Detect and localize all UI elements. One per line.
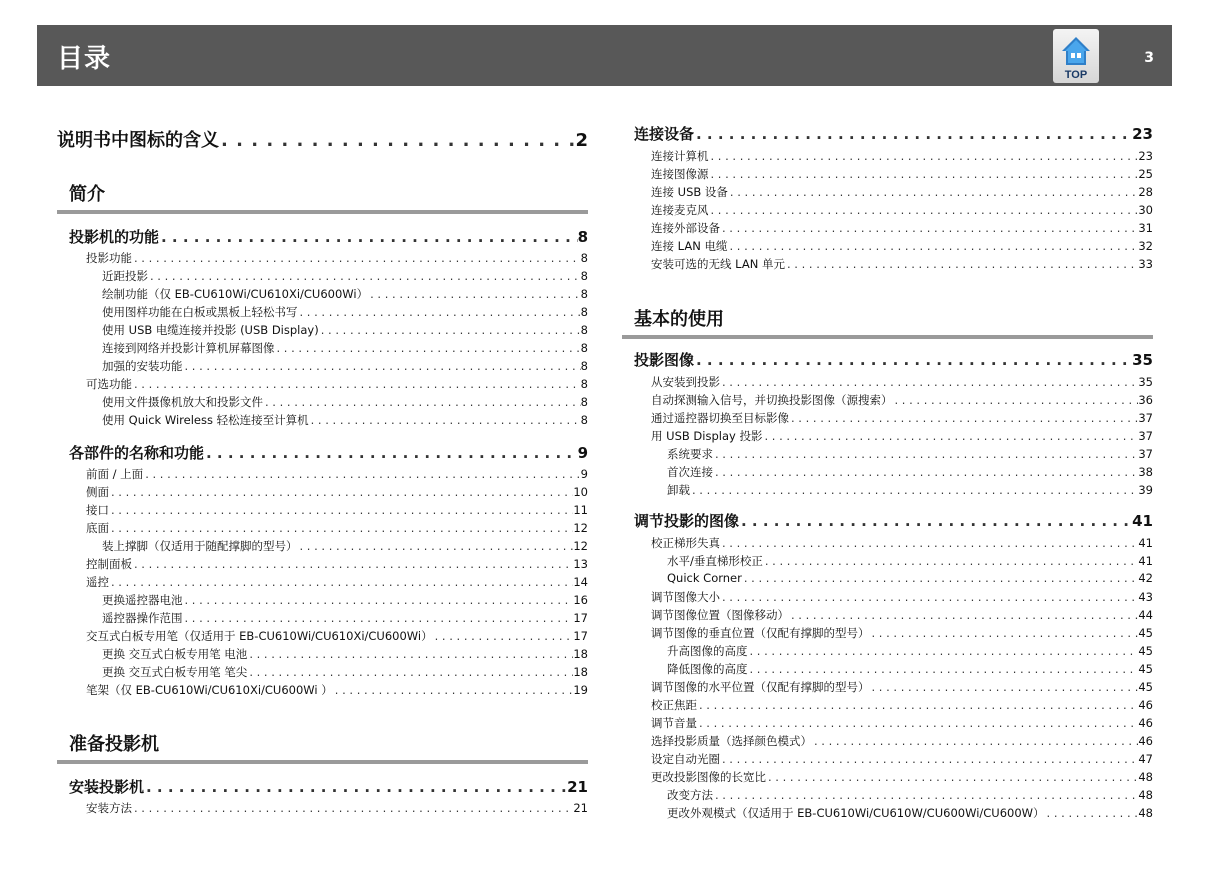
toc-title: 安装投影机 <box>69 778 145 796</box>
toc-page: 21 <box>573 801 588 815</box>
toc-heading-parts[interactable] <box>69 442 588 462</box>
leader-dots <box>132 251 581 265</box>
toc-heading-project[interactable] <box>634 349 1153 369</box>
leader-dots <box>720 590 1138 604</box>
toc-item[interactable] <box>86 556 588 572</box>
toc-title: 控制面板 <box>86 557 132 571</box>
toc-item[interactable] <box>651 410 1153 426</box>
section-basic <box>622 301 1153 339</box>
leader-dots <box>720 221 1138 235</box>
toc-title: 侧面 <box>86 485 109 499</box>
toc-page: 48 <box>1138 806 1153 820</box>
leader-dots <box>159 228 578 246</box>
leader-dots <box>739 512 1132 530</box>
toc-title: 调节图像的水平位置（仅配有撑脚的型号） <box>651 680 870 694</box>
toc-title: 遥控 <box>86 575 109 589</box>
toc-title: 可选功能 <box>86 377 132 391</box>
toc-title: 近距投影 <box>102 269 148 283</box>
toc-item[interactable] <box>86 800 588 816</box>
toc-page: 48 <box>1138 770 1153 784</box>
leader-dots <box>789 411 1138 425</box>
toc-item[interactable] <box>667 553 1153 569</box>
toc-title: 使用图样功能在白板或黑板上轻松书写 <box>102 305 298 319</box>
toc-title: 通过遥控器切换至目标影像 <box>651 411 789 425</box>
toc-title: 前面 / 上面 <box>86 467 144 481</box>
leader-dots <box>148 269 581 283</box>
toc-page: 10 <box>573 485 588 499</box>
leader-dots <box>727 239 1138 253</box>
toc-page: 14 <box>573 575 588 589</box>
toc-title: 更换 交互式白板专用笔 电池 <box>102 647 248 661</box>
leader-dots <box>1045 806 1139 820</box>
toc-page: 13 <box>573 557 588 571</box>
leader-dots <box>762 429 1138 443</box>
toc-page: 8 <box>580 413 588 427</box>
leader-dots <box>132 557 573 571</box>
toc-page: 28 <box>1138 185 1153 199</box>
toc-page: 35 <box>1138 375 1153 389</box>
toc-title: 更换 交互式白板专用笔 笔尖 <box>102 665 248 679</box>
toc-page: 9 <box>577 444 588 462</box>
toc-title: 校正梯形失真 <box>651 536 720 550</box>
toc-page: 44 <box>1138 608 1153 622</box>
toc-title: 使用文件摄像机放大和投影文件 <box>102 395 263 409</box>
page-header <box>37 25 1172 86</box>
toc-item[interactable] <box>651 589 1153 605</box>
toc-item[interactable] <box>651 220 1153 236</box>
toc-title: 投影功能 <box>86 251 132 265</box>
leader-dots <box>183 611 574 625</box>
leader-dots <box>143 467 580 481</box>
toc-page: 38 <box>1138 465 1153 479</box>
leader-dots <box>720 752 1138 766</box>
toc-title: 更换遥控器电池 <box>102 593 183 607</box>
toc-page: 8 <box>577 228 588 246</box>
toc-item[interactable] <box>102 592 588 608</box>
toc-title: 使用 Quick Wireless 轻松连接至计算机 <box>102 413 309 427</box>
toc-page: 48 <box>1138 788 1153 802</box>
toc-title: 安装可选的无线 LAN 单元 <box>651 257 785 271</box>
toc-title: 底面 <box>86 521 109 535</box>
toc-item[interactable] <box>86 484 588 500</box>
toc-item[interactable] <box>86 520 588 536</box>
toc-title: 校正焦距 <box>651 698 697 712</box>
toc-title: 首次连接 <box>667 465 713 479</box>
toc-title: 更改外观模式（仅适用于 EB-CU610Wi/CU610W/CU600Wi/CU600W） <box>667 806 1045 820</box>
leader-dots <box>275 341 581 355</box>
toc-item[interactable] <box>102 322 588 338</box>
toc-title: 自动探测输入信号，并切换投影图像（源搜索） <box>651 393 893 407</box>
section-title: 基本的使用 <box>634 309 724 330</box>
leader-dots <box>109 503 573 517</box>
leader-dots <box>183 359 581 373</box>
toc-heading-connect[interactable] <box>634 123 1153 143</box>
toc-title: 加强的安装功能 <box>102 359 183 373</box>
top-label: TOP <box>1064 69 1088 81</box>
toc-item[interactable] <box>86 682 588 698</box>
toc-item[interactable] <box>102 340 588 356</box>
leader-dots <box>742 571 1139 585</box>
toc-page: 12 <box>573 521 588 535</box>
toc-item[interactable] <box>651 166 1153 182</box>
toc-title: 从安装到投影 <box>651 375 720 389</box>
toc-item[interactable] <box>651 625 1153 641</box>
toc-page: 18 <box>573 647 588 661</box>
section-title: 简介 <box>69 184 105 205</box>
toc-page: 31 <box>1138 221 1153 235</box>
toc-title: 使用 USB 电缆连接并投影 (USB Display) <box>102 323 319 337</box>
toc-title: Quick Corner <box>667 571 742 585</box>
leader-dots <box>109 575 573 589</box>
toc-item[interactable] <box>86 466 588 482</box>
toc-item[interactable] <box>651 607 1153 623</box>
toc-page: 47 <box>1138 752 1153 766</box>
toc-page: 8 <box>580 251 588 265</box>
toc-item[interactable] <box>86 250 588 266</box>
toc-item[interactable] <box>102 358 588 374</box>
toc-item[interactable] <box>651 769 1153 785</box>
toc-page: 39 <box>1138 483 1153 497</box>
toc-item[interactable] <box>651 392 1153 408</box>
leader-dots <box>720 375 1138 389</box>
leader-dots <box>694 125 1132 143</box>
toc-item[interactable] <box>667 464 1153 480</box>
toc-item[interactable] <box>651 428 1153 444</box>
leader-dots <box>183 593 574 607</box>
toc-page: 37 <box>1138 429 1153 443</box>
toc-page: 45 <box>1138 662 1153 676</box>
toc-item[interactable] <box>667 787 1153 803</box>
toc-page: 41 <box>1138 536 1153 550</box>
toc-item[interactable] <box>651 697 1153 713</box>
toc-item[interactable] <box>86 502 588 518</box>
toc-item[interactable] <box>86 376 588 392</box>
toc-entry-icons[interactable] <box>57 126 588 150</box>
toc-page: 25 <box>1138 167 1153 181</box>
leader-dots <box>697 698 1138 712</box>
toc-page: 9 <box>580 467 588 481</box>
toc-page: 16 <box>573 593 588 607</box>
toc-page: 12 <box>573 539 588 553</box>
toc-page: 33 <box>1138 257 1153 271</box>
toc-title: 各部件的名称和功能 <box>69 444 205 462</box>
toc-title: 连接外部设备 <box>651 221 720 235</box>
toc-title: 连接麦克风 <box>651 203 709 217</box>
toc-item[interactable] <box>667 446 1153 462</box>
toc-title: 连接到网络并投影计算机屏幕图像 <box>102 341 275 355</box>
leader-dots <box>263 395 581 409</box>
toc-item[interactable] <box>651 733 1153 749</box>
toc-item[interactable] <box>102 664 588 680</box>
toc-item[interactable] <box>102 268 588 284</box>
leader-dots <box>298 305 581 319</box>
leader-dots <box>319 323 581 337</box>
leader-dots <box>789 608 1138 622</box>
leader-dots <box>713 447 1138 461</box>
leader-dots <box>728 185 1138 199</box>
toc-item[interactable] <box>102 412 588 428</box>
toc-title: 连接图像源 <box>651 167 709 181</box>
leader-dots <box>766 770 1138 784</box>
toc-title: 笔架（仅 EB-CU610Wi/CU610Xi/CU600Wi ） <box>86 683 333 697</box>
leader-dots <box>870 626 1139 640</box>
toc-title: 装上撑脚（仅适用于随配撑脚的型号） <box>102 539 298 553</box>
toc-title: 接口 <box>86 503 109 517</box>
toc-title: 投影图像 <box>634 351 695 369</box>
toc-page: 2 <box>575 130 588 151</box>
toc-title: 投影机的功能 <box>69 228 160 246</box>
leader-dots <box>709 203 1139 217</box>
leader-dots <box>109 485 573 499</box>
section-prepare <box>57 726 588 764</box>
toc-page: 8 <box>580 341 588 355</box>
toc-title: 遥控器操作范围 <box>102 611 183 625</box>
leader-dots <box>870 680 1139 694</box>
leader-dots <box>697 716 1138 730</box>
toc-title: 更改投影图像的长宽比 <box>651 770 766 784</box>
toc-page: 36 <box>1138 393 1153 407</box>
toc-title: 连接计算机 <box>651 149 709 163</box>
leader-dots <box>144 778 567 796</box>
toc-title: 调节图像位置（图像移动） <box>651 608 789 622</box>
toc-item[interactable] <box>667 571 1153 587</box>
toc-title: 绘制功能（仅 EB-CU610Wi/CU610Xi/CU600Wi） <box>102 287 369 301</box>
leader-dots <box>694 351 1132 369</box>
leader-dots <box>709 167 1139 181</box>
toc-title: 说明书中图标的含义 <box>57 130 219 151</box>
leader-dots <box>785 257 1138 271</box>
toc-title: 选择投影质量（选择颜色模式） <box>651 734 812 748</box>
leader-dots <box>713 788 1138 802</box>
toc-item[interactable] <box>86 628 588 644</box>
leader-dots <box>748 662 1139 676</box>
toc-page: 45 <box>1138 626 1153 640</box>
toc-page: 8 <box>580 287 588 301</box>
top-button[interactable] <box>1053 29 1099 83</box>
toc-title: 交互式白板专用笔（仅适用于 EB-CU610Wi/CU610Xi/CU600Wi） <box>86 629 433 643</box>
toc-heading-features[interactable] <box>69 226 588 246</box>
toc-heading-adjust[interactable] <box>634 510 1153 530</box>
toc-page: 45 <box>1138 680 1153 694</box>
toc-page: 30 <box>1138 203 1153 217</box>
toc-page: 19 <box>573 683 588 697</box>
toc-title: 设定自动光圈 <box>651 752 720 766</box>
toc-item[interactable] <box>86 574 588 590</box>
toc-item[interactable] <box>651 202 1153 218</box>
toc-page: 32 <box>1138 239 1153 253</box>
toc-title: 调节投影的图像 <box>634 512 740 530</box>
toc-page: 18 <box>573 665 588 679</box>
leader-dots <box>433 629 574 643</box>
toc-item[interactable] <box>651 238 1153 254</box>
toc-page: 21 <box>567 778 588 796</box>
leader-dots <box>309 413 581 427</box>
leader-dots <box>720 536 1138 550</box>
leader-dots <box>812 734 1138 748</box>
toc-page: 37 <box>1138 447 1153 461</box>
toc-item[interactable] <box>667 482 1153 498</box>
toc-item[interactable] <box>102 646 588 662</box>
toc-page: 43 <box>1138 590 1153 604</box>
toc-page: 41 <box>1138 554 1153 568</box>
toc-title: 连接设备 <box>634 125 695 143</box>
toc-page: 46 <box>1138 734 1153 748</box>
toc-title: 改变方法 <box>667 788 713 802</box>
leader-dots <box>204 444 578 462</box>
toc-item[interactable] <box>651 256 1153 272</box>
toc-item[interactable] <box>651 184 1153 200</box>
leader-dots <box>219 130 575 151</box>
leader-dots <box>132 377 581 391</box>
toc-page: 41 <box>1132 512 1153 530</box>
leader-dots <box>893 393 1139 407</box>
leader-dots <box>368 287 581 301</box>
toc-title: 调节音量 <box>651 716 697 730</box>
toc-page: 46 <box>1138 698 1153 712</box>
toc-item[interactable] <box>102 304 588 320</box>
toc-title: 卸载 <box>667 483 690 497</box>
toc-item[interactable] <box>667 661 1153 677</box>
page-title: 目录 <box>57 44 112 74</box>
toc-title: 升高图像的高度 <box>667 644 748 658</box>
toc-page: 23 <box>1132 125 1153 143</box>
toc-item[interactable] <box>651 535 1153 551</box>
section-title: 准备投影机 <box>69 734 159 755</box>
leader-dots <box>247 647 573 661</box>
toc-item[interactable] <box>651 374 1153 390</box>
toc-title: 连接 USB 设备 <box>651 185 728 199</box>
toc-page: 17 <box>573 611 588 625</box>
section-intro <box>57 176 588 214</box>
toc-item[interactable] <box>102 394 588 410</box>
leader-dots <box>247 665 573 679</box>
toc-item[interactable] <box>102 286 588 302</box>
leader-dots <box>763 554 1138 568</box>
toc-page: 11 <box>573 503 588 517</box>
leader-dots <box>109 521 573 535</box>
toc-item[interactable] <box>651 751 1153 767</box>
toc-page: 8 <box>580 377 588 391</box>
toc-page: 8 <box>580 395 588 409</box>
leader-dots <box>298 539 574 553</box>
toc-item[interactable] <box>102 610 588 626</box>
leader-dots <box>333 683 574 697</box>
toc-page: 8 <box>580 305 588 319</box>
toc-page: 42 <box>1138 571 1153 585</box>
toc-item[interactable] <box>102 538 588 554</box>
toc-title: 水平/垂直梯形校正 <box>667 554 763 568</box>
toc-page: 8 <box>580 269 588 283</box>
leader-dots <box>132 801 573 815</box>
toc-page: 35 <box>1132 351 1153 369</box>
toc-page: 46 <box>1138 716 1153 730</box>
toc-item[interactable] <box>651 715 1153 731</box>
toc-title: 安装方法 <box>86 801 132 815</box>
toc-title: 系统要求 <box>667 447 713 461</box>
toc-title: 调节图像的垂直位置（仅配有撑脚的型号） <box>651 626 870 640</box>
home-icon <box>1060 35 1092 69</box>
leader-dots <box>709 149 1139 163</box>
toc-page: 8 <box>580 323 588 337</box>
toc-heading-install[interactable] <box>69 776 588 796</box>
toc-title: 调节图像大小 <box>651 590 720 604</box>
page-number: 3 <box>1144 50 1154 66</box>
toc-item[interactable] <box>667 643 1153 659</box>
toc-item[interactable] <box>651 148 1153 164</box>
leader-dots <box>713 465 1138 479</box>
toc-item[interactable] <box>667 805 1153 821</box>
toc-item[interactable] <box>651 679 1153 695</box>
toc-title: 用 USB Display 投影 <box>651 429 763 443</box>
toc-page: 23 <box>1138 149 1153 163</box>
toc-page: 17 <box>573 629 588 643</box>
toc-page: 37 <box>1138 411 1153 425</box>
toc-title: 降低图像的高度 <box>667 662 748 676</box>
toc-page: 45 <box>1138 644 1153 658</box>
leader-dots <box>748 644 1139 658</box>
toc-title: 连接 LAN 电缆 <box>651 239 728 253</box>
leader-dots <box>690 483 1138 497</box>
toc-page: 8 <box>580 359 588 373</box>
